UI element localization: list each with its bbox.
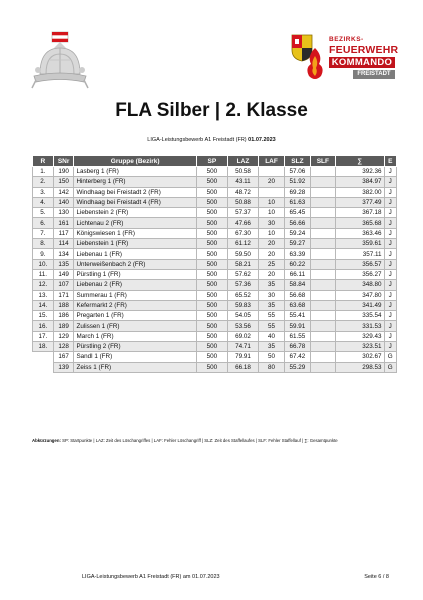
start-points-cell: 500 [196, 269, 227, 279]
rank-cell: 13. [33, 290, 54, 300]
slz-cell: 65.45 [284, 208, 310, 218]
abbreviations-label: Abkürzungen: [32, 438, 61, 443]
e-cell: J [384, 321, 397, 331]
table-row [33, 218, 397, 228]
rank-cell: 11. [33, 269, 54, 279]
table-row [33, 300, 397, 310]
table-row [33, 331, 397, 341]
slf-cell [310, 218, 335, 228]
start-points-cell: 500 [196, 177, 227, 187]
column-header: LAF [259, 156, 285, 167]
e-cell: J [384, 269, 397, 279]
start-points-cell: 500 [196, 228, 227, 238]
slf-cell [310, 321, 335, 331]
e-cell: J [384, 331, 397, 341]
table-row [33, 259, 397, 269]
total-cell: 323.51 [335, 342, 384, 352]
slf-cell [310, 300, 335, 310]
start-number-cell: 129 [53, 331, 74, 341]
slz-cell: 69.28 [284, 187, 310, 197]
table-row [33, 352, 397, 362]
e-cell: J [384, 197, 397, 207]
total-cell: 341.49 [335, 300, 384, 310]
start-number-cell: 161 [53, 218, 74, 228]
column-header: E [384, 156, 397, 167]
table-row [33, 311, 397, 321]
start-points-cell: 500 [196, 259, 227, 269]
total-cell: 365.68 [335, 218, 384, 228]
group-cell: Hinterberg 1 (FR) [74, 177, 196, 187]
total-cell: 384.97 [335, 177, 384, 187]
rank-cell: 3. [33, 187, 54, 197]
group-cell: Unterweißenbach 2 (FR) [74, 259, 196, 269]
page-title: FLA Silber | 2. Klasse [115, 100, 308, 121]
e-cell: J [384, 239, 397, 249]
slz-cell: 59.24 [284, 228, 310, 238]
logo-text-freistadt: FREISTADT [353, 70, 395, 79]
group-cell: Lichtenau 2 (FR) [74, 218, 196, 228]
e-cell: J [384, 228, 397, 238]
start-number-cell: 171 [53, 290, 74, 300]
start-number-cell: 149 [53, 269, 74, 279]
rank-cell: 7. [33, 228, 54, 238]
table-row [33, 362, 397, 372]
start-points-cell: 500 [196, 239, 227, 249]
group-cell: Lasberg 1 (FR) [74, 167, 196, 177]
start-points-cell: 500 [196, 197, 227, 207]
start-points-cell: 500 [196, 331, 227, 341]
total-cell: 363.46 [335, 228, 384, 238]
start-number-cell: 167 [53, 352, 74, 362]
results-table [32, 155, 397, 373]
laf-cell: 20 [259, 249, 285, 259]
total-cell: 348.80 [335, 280, 384, 290]
table-row [33, 208, 397, 218]
laz-cell: 69.02 [227, 331, 258, 341]
start-points-cell: 500 [196, 290, 227, 300]
start-number-cell: 130 [53, 208, 74, 218]
event-date: 01.07.2023 [248, 137, 276, 143]
group-cell: Zeiss 1 (FR) [74, 362, 196, 372]
rank-cell: 17. [33, 331, 54, 341]
logo-text-kommando: KOMMANDO [329, 57, 395, 68]
logo-text-bezirks: BEZIRKS- [329, 36, 364, 43]
group-cell: Pregarten 1 (FR) [74, 311, 196, 321]
slz-cell: 55.29 [284, 362, 310, 372]
laz-cell: 54.05 [227, 311, 258, 321]
event-name: LIGA-Leistungsbewerb A1 Freistadt (FR) [147, 137, 247, 143]
slz-cell: 63.68 [284, 300, 310, 310]
laz-cell: 57.36 [227, 280, 258, 290]
start-points-cell: 500 [196, 280, 227, 290]
rank-cell: 8. [33, 239, 54, 249]
e-cell: J [384, 187, 397, 197]
rank-cell: 6. [33, 218, 54, 228]
laz-cell: 59.83 [227, 300, 258, 310]
slf-cell [310, 187, 335, 197]
logo-text-feuerwehr: FEUERWEHR [329, 44, 399, 56]
start-points-cell: 500 [196, 362, 227, 372]
group-cell: Liebenau 1 (FR) [74, 249, 196, 259]
laf-cell: 35 [259, 280, 285, 290]
laz-cell: 57.37 [227, 208, 258, 218]
e-cell: J [384, 311, 397, 321]
start-number-cell: 190 [53, 167, 74, 177]
fire-emblem-icon [303, 46, 327, 82]
slf-cell [310, 342, 335, 352]
rank-cell: 15. [33, 311, 54, 321]
table-row [33, 239, 397, 249]
slf-cell [310, 331, 335, 341]
table-row [33, 342, 397, 352]
slz-cell: 61.63 [284, 197, 310, 207]
laf-cell: 40 [259, 331, 285, 341]
slz-cell: 58.84 [284, 280, 310, 290]
start-points-cell: 500 [196, 300, 227, 310]
total-cell: 298.53 [335, 362, 384, 372]
start-points-cell: 500 [196, 218, 227, 228]
table-row [33, 290, 397, 300]
column-header: ∑ [335, 156, 384, 167]
slz-cell: 57.06 [284, 167, 310, 177]
rank-cell: 18. [33, 342, 54, 352]
start-points-cell: 500 [196, 249, 227, 259]
abbreviations-legend [32, 438, 397, 444]
e-cell: J [384, 280, 397, 290]
start-points-cell: 500 [196, 321, 227, 331]
column-header: R [33, 156, 54, 167]
e-cell: G [384, 352, 397, 362]
slf-cell [310, 197, 335, 207]
slz-cell: 63.39 [284, 249, 310, 259]
start-number-cell: 107 [53, 280, 74, 290]
rank-cell [33, 362, 54, 372]
group-cell: March 1 (FR) [74, 331, 196, 341]
slf-cell [310, 269, 335, 279]
start-number-cell: 189 [53, 321, 74, 331]
slz-cell: 56.66 [284, 218, 310, 228]
slf-cell [310, 311, 335, 321]
column-header: SLF [310, 156, 335, 167]
laf-cell: 25 [259, 259, 285, 269]
rank-cell: 16. [33, 321, 54, 331]
fire-brigade-helmet-emblem-icon [30, 30, 90, 92]
rank-cell: 2. [33, 177, 54, 187]
column-header: SP [196, 156, 227, 167]
group-cell: Kefermarkt 2 (FR) [74, 300, 196, 310]
slf-cell [310, 177, 335, 187]
event-subtitle [0, 137, 423, 143]
slz-cell: 61.55 [284, 331, 310, 341]
slf-cell [310, 239, 335, 249]
start-number-cell: 139 [53, 362, 74, 372]
laz-cell: 48.72 [227, 187, 258, 197]
slz-cell: 59.27 [284, 239, 310, 249]
laf-cell: 10 [259, 197, 285, 207]
total-cell: 335.54 [335, 311, 384, 321]
total-cell: 329.43 [335, 331, 384, 341]
table-header-row [33, 156, 397, 167]
column-header: LAZ [227, 156, 258, 167]
start-points-cell: 500 [196, 208, 227, 218]
column-header: SNr [53, 156, 74, 167]
laf-cell: 20 [259, 239, 285, 249]
laz-cell: 74.71 [227, 342, 258, 352]
laf-cell: 30 [259, 218, 285, 228]
total-cell: 367.18 [335, 208, 384, 218]
e-cell: J [384, 342, 397, 352]
start-number-cell: 186 [53, 311, 74, 321]
slf-cell [310, 362, 335, 372]
abbreviations-text: SP: Startpunkte | LAZ: Zeit des Löschangriffes | LAF: Fehler Löschangriff | SLZ: Zeit des Staffellaufes | SLF: Fehler Staffellauf | ∑: Gesamtpunkte [62, 438, 338, 443]
laf-cell: 30 [259, 290, 285, 300]
laf-cell: 55 [259, 311, 285, 321]
start-number-cell: 188 [53, 300, 74, 310]
e-cell: G [384, 362, 397, 372]
group-cell: Windhaag bei Freistadt 2 (FR) [74, 187, 196, 197]
total-cell: 357.11 [335, 249, 384, 259]
group-cell: Summerau 1 (FR) [74, 290, 196, 300]
e-cell: J [384, 290, 397, 300]
laz-cell: 66.18 [227, 362, 258, 372]
table-row [33, 269, 397, 279]
slf-cell [310, 352, 335, 362]
slf-cell [310, 259, 335, 269]
e-cell: J [384, 218, 397, 228]
total-cell: 392.36 [335, 167, 384, 177]
column-header: SLZ [284, 156, 310, 167]
rank-cell: 14. [33, 300, 54, 310]
total-cell: 302.67 [335, 352, 384, 362]
slf-cell [310, 167, 335, 177]
laf-cell: 20 [259, 177, 285, 187]
group-cell: Sandl 1 (FR) [74, 352, 196, 362]
group-cell: Liebenstein 1 (FR) [74, 239, 196, 249]
column-header: Gruppe (Bezirk) [74, 156, 196, 167]
laz-cell: 47.66 [227, 218, 258, 228]
laz-cell: 53.56 [227, 321, 258, 331]
group-cell: Pürstling 1 (FR) [74, 269, 196, 279]
slz-cell: 59.91 [284, 321, 310, 331]
slf-cell [310, 208, 335, 218]
bfk-freistadt-logo [291, 34, 399, 82]
laz-cell: 67.30 [227, 228, 258, 238]
table-row [33, 228, 397, 238]
total-cell: 382.00 [335, 187, 384, 197]
start-number-cell: 150 [53, 177, 74, 187]
laz-cell: 43.11 [227, 177, 258, 187]
laf-cell: 80 [259, 362, 285, 372]
total-cell: 331.53 [335, 321, 384, 331]
e-cell: J [384, 300, 397, 310]
rank-cell: 1. [33, 167, 54, 177]
table-row [33, 321, 397, 331]
group-cell: Königswiesen 1 (FR) [74, 228, 196, 238]
start-number-cell: 117 [53, 228, 74, 238]
total-cell: 359.61 [335, 239, 384, 249]
slz-cell: 67.42 [284, 352, 310, 362]
laz-cell: 59.50 [227, 249, 258, 259]
group-cell: Zulissen 1 (FR) [74, 321, 196, 331]
total-cell: 356.57 [335, 259, 384, 269]
results-body [33, 167, 397, 373]
start-points-cell: 500 [196, 342, 227, 352]
table-row [33, 249, 397, 259]
laf-cell: 50 [259, 352, 285, 362]
group-cell: Liebenau 2 (FR) [74, 280, 196, 290]
rank-cell: 9. [33, 249, 54, 259]
rank-cell: 12. [33, 280, 54, 290]
slf-cell [310, 280, 335, 290]
rank-cell: 4. [33, 197, 54, 207]
group-cell: Liebenstein 2 (FR) [74, 208, 196, 218]
laz-cell: 50.88 [227, 197, 258, 207]
start-number-cell: 142 [53, 187, 74, 197]
slf-cell [310, 290, 335, 300]
laf-cell: 10 [259, 228, 285, 238]
table-row [33, 177, 397, 187]
e-cell: J [384, 167, 397, 177]
laz-cell: 58.21 [227, 259, 258, 269]
total-cell: 356.27 [335, 269, 384, 279]
laf-cell: 35 [259, 342, 285, 352]
slz-cell: 55.41 [284, 311, 310, 321]
laz-cell: 57.62 [227, 269, 258, 279]
start-number-cell: 114 [53, 239, 74, 249]
page-number: Seite 6 / 8 [364, 574, 389, 580]
total-cell: 377.49 [335, 197, 384, 207]
e-cell: J [384, 249, 397, 259]
rank-cell: 5. [33, 208, 54, 218]
slz-cell: 51.92 [284, 177, 310, 187]
slz-cell: 66.78 [284, 342, 310, 352]
laf-cell [259, 167, 285, 177]
laz-cell: 65.52 [227, 290, 258, 300]
table-row [33, 197, 397, 207]
total-cell: 347.80 [335, 290, 384, 300]
laz-cell: 50.58 [227, 167, 258, 177]
slz-cell: 66.11 [284, 269, 310, 279]
start-points-cell: 500 [196, 311, 227, 321]
group-cell: Pürstling 2 (FR) [74, 342, 196, 352]
laz-cell: 79.91 [227, 352, 258, 362]
start-number-cell: 140 [53, 197, 74, 207]
laz-cell: 61.12 [227, 239, 258, 249]
rank-cell [33, 352, 54, 362]
slf-cell [310, 249, 335, 259]
laf-cell: 55 [259, 321, 285, 331]
start-points-cell: 500 [196, 187, 227, 197]
start-number-cell: 135 [53, 259, 74, 269]
laf-cell [259, 187, 285, 197]
start-number-cell: 134 [53, 249, 74, 259]
start-points-cell: 500 [196, 167, 227, 177]
group-cell: Windhaag bei Freistadt 4 (FR) [74, 197, 196, 207]
table-row [33, 187, 397, 197]
laf-cell: 20 [259, 269, 285, 279]
start-points-cell: 500 [196, 352, 227, 362]
e-cell: J [384, 208, 397, 218]
slz-cell: 56.68 [284, 290, 310, 300]
footer-event: LIGA-Leistungsbewerb A1 Freistadt (FR) am 01.07.2023 [82, 574, 220, 580]
laf-cell: 10 [259, 208, 285, 218]
start-number-cell: 128 [53, 342, 74, 352]
slf-cell [310, 228, 335, 238]
rank-cell: 10. [33, 259, 54, 269]
e-cell: J [384, 259, 397, 269]
laf-cell: 35 [259, 300, 285, 310]
e-cell: J [384, 177, 397, 187]
slz-cell: 60.22 [284, 259, 310, 269]
table-row [33, 167, 397, 177]
table-row [33, 280, 397, 290]
